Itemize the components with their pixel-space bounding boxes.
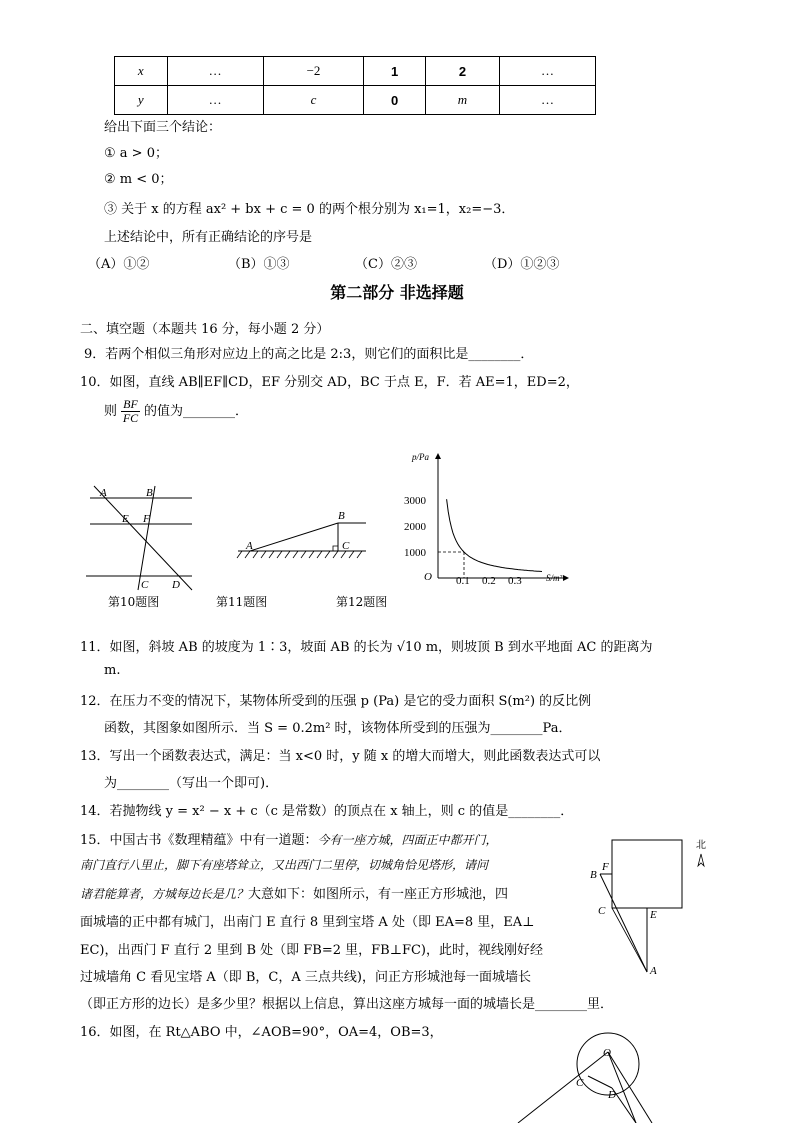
table-cell: …	[500, 86, 596, 115]
question-12-line1: 12．在压力不变的情况下，某物体所受到的压强 p (Pa) 是它的受力面积 S(m²) 的反比例	[80, 694, 592, 709]
question-11-line1: 11．如图，斜坡 AB 的坡度为 1∶3，坡面 AB 的长为 √10 m，则坡顶 B 到水平地面 AC 的距离为	[80, 640, 653, 655]
table-cell: 1	[364, 57, 425, 86]
figure-16	[512, 1030, 662, 1123]
table-cell: −2	[263, 57, 364, 86]
q10-pre: 则	[104, 404, 118, 419]
question-9: 9．若两个相似三角形对应边上的高之比是 2:3，则它们的面积比是________．	[84, 347, 534, 362]
question-15-line5: EC)，出西门 F 直行 2 里到 B 处（即 FB=2 里，FB⊥FC)，此时，视线刚好经	[80, 943, 543, 958]
table-cell: m	[425, 86, 499, 115]
question-15-line4: 面城墙的正中都有城门，出南门 E 直行 8 里到宝塔 A 处（即 EA=8 里，EA⊥	[80, 915, 535, 930]
x-tick-label: 0.3	[508, 575, 522, 587]
fig15-label-f: F	[602, 861, 609, 873]
fig15-label-b: B	[590, 869, 597, 881]
q8-question: 上述结论中，所有正确结论的序号是	[104, 230, 313, 245]
table-row	[115, 86, 596, 115]
question-11-line2: m.	[104, 663, 121, 678]
figure-11-caption: 第11题图	[216, 595, 268, 609]
fig11-label-b: B	[338, 510, 345, 522]
q15-line1a: 15．中国古书《数理精蕴》中有一道题：	[80, 833, 318, 848]
q8-intro: 给出下面三个结论：	[104, 120, 222, 135]
figure-12-caption: 第12题图	[336, 595, 388, 609]
q8-option-c: （C）②③	[355, 257, 417, 272]
figure-10-caption: 第10题图	[108, 595, 160, 609]
fig10-label-a: A	[100, 487, 107, 499]
q8-conclusion-2: ② m < 0；	[104, 172, 173, 187]
question-14: 14．若抛物线 y = x² − x + c（c 是常数）的顶点在 x 轴上，则 c 的值是________．	[80, 804, 574, 819]
q8-conclusion-1: ① a > 0；	[104, 146, 168, 161]
y-tick-label: 3000	[404, 495, 426, 507]
x-tick-label: 0.1	[456, 575, 470, 587]
fig16-label-o: O	[603, 1047, 611, 1059]
table-cell: x	[115, 57, 168, 86]
q15-line3b: 大意如下：如图所示，有一座正方形城池，四	[248, 887, 509, 902]
fig10-label-b: B	[146, 487, 153, 499]
q8-conclusion-3: ③ 关于 x 的方程 ax² + bx + c = 0 的两个根分别为 x₁=1，x₂=−3．	[104, 202, 515, 217]
north-label: 北	[696, 840, 706, 851]
fig11-label-a: A	[246, 540, 253, 552]
part-title: 第二部分 非选择题	[330, 283, 464, 302]
q8-option-a: （A）①②	[88, 257, 150, 272]
table-cell: …	[167, 86, 263, 115]
origin-label: O	[424, 571, 432, 583]
question-15-line2: 南门直行八里止，脚下有座塔耸立，又出西门二里停，切城角恰见塔形，请问	[80, 858, 489, 872]
question-15-line6: 过城墙角 C 看见宝塔 A（即 B，C，A 三点共线)，问正方形城池每一面城墙长	[80, 970, 531, 985]
question-12-line2: 函数，其图象如图所示．当 S = 0.2m² 时，该物体所受到的压强为________Pa．	[104, 721, 572, 736]
table-cell: c	[263, 86, 364, 115]
section-heading: 二、填空题（本题共 16 分，每小题 2 分）	[80, 322, 330, 337]
question-13-line2: 为________（写出一个即可)．	[104, 776, 279, 791]
table-cell: …	[167, 57, 263, 86]
question-13-line1: 13．写出一个函数表达式，满足：当 x<0 时，y 随 x 的增大而增大，则此函数表达式可以	[80, 749, 601, 764]
series-line	[447, 499, 542, 571]
question-10-line1: 10．如图，直线 AB∥EF∥CD，EF 分别交 AD，BC 于点 E，F．若 AE=1，ED=2，	[80, 375, 579, 390]
q15-line3a: 诸君能算者，方城每边长是几？	[80, 887, 249, 901]
x-axis-label: S/m²	[546, 573, 563, 583]
fig15-label-c: C	[598, 905, 606, 917]
fig10-label-e: E	[122, 513, 129, 525]
question-16: 16．如图，在 Rt△ABO 中，∠AOB=90°，OA=4，OB=3，	[80, 1025, 443, 1040]
x-tick-label: 0.2	[482, 575, 496, 587]
table-cell: …	[500, 57, 596, 86]
q8-option-d: （D）①②③	[484, 257, 560, 272]
q10-fraction	[121, 398, 140, 425]
y-axis-label: p/Pa	[412, 452, 429, 462]
q10-denominator: FC	[122, 411, 139, 425]
fig16-label-d: D	[608, 1089, 616, 1101]
q15-line1b: 今有一座方城，四面正中都开门，	[317, 833, 498, 847]
question-15-line1	[80, 829, 498, 848]
figure-10	[80, 478, 200, 593]
fig15-label-a: A	[650, 965, 657, 977]
fig16-label-c: C	[576, 1077, 584, 1089]
q10-numerator: BF	[123, 397, 138, 411]
table-cell: 2	[425, 57, 499, 86]
table-row	[115, 57, 596, 86]
table-cell: y	[115, 86, 168, 115]
y-tick-label: 1000	[404, 547, 426, 559]
q8-option-b: （B）①③	[228, 257, 290, 272]
north-arrow-icon	[698, 854, 704, 866]
question-15-line7: （即正方形的边长）是多少里？根据以上信息，算出这座方城每一面的城墙长是________里．	[80, 997, 614, 1012]
question-15-line3	[80, 883, 508, 902]
fig15-label-e: E	[650, 909, 657, 921]
figure-15	[590, 832, 710, 982]
fig11-label-c: C	[342, 540, 350, 552]
xy-table	[114, 56, 596, 115]
fig10-label-f: F	[143, 513, 150, 525]
question-10-line2	[104, 398, 248, 425]
fig10-label-c: C	[141, 579, 149, 591]
figure-11	[234, 505, 374, 565]
fig10-label-d: D	[172, 579, 180, 591]
y-tick-label: 2000	[404, 521, 426, 533]
figure-12-chart	[398, 448, 578, 588]
q10-post: 的值为________．	[143, 404, 248, 419]
table-cell: 0	[364, 86, 425, 115]
